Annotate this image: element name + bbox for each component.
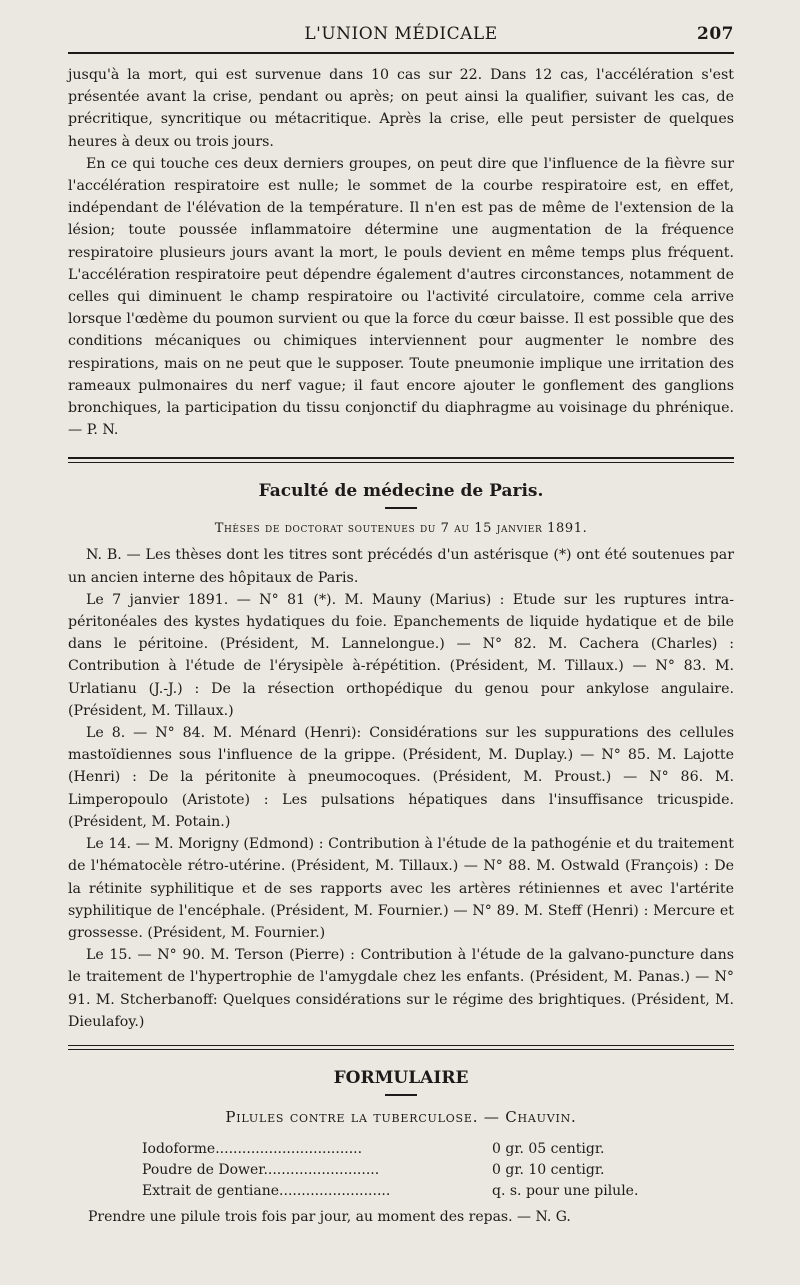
section-divider [68, 1045, 734, 1050]
recipe-ingredients [142, 1136, 638, 1199]
ingredient-dose: 0 gr. 10 centigr. [492, 1161, 605, 1178]
ingredient-dose: 0 gr. 05 centigr. [492, 1140, 605, 1157]
recipe-title: Pilules contre la tuberculose. — Chauvin. [225, 1107, 577, 1126]
title-underline [385, 507, 417, 509]
faculty-title: Faculté de médecine de Paris. [258, 481, 544, 502]
article-paragraph: jusqu'à la mort, qui est survenue dans 10 cas sur 22. Dans 12 cas, l'accélération s'est présentée avant la crise, pendant ou après; on peut ainsi la qualifier, suivant les cas, de précritique, syncritique ou métacritique. Après la crise, elle peut persister de quelques heures à deux ou trois jours. [68, 67, 734, 150]
ingredient-name: Extrait de gentiane......................... [142, 1182, 391, 1199]
ingredient-row [142, 1178, 638, 1199]
formulaire-title: FORMULAIRE [333, 1067, 469, 1088]
theses-entry: Le 15. — N° 90. M. Terson (Pierre) : Contribution à l'étude de la galvano-puncture dans le traitement de l'hypertrophie de l'amygdale chez les enfants. (Président, M. Panas.) — N° 91. M. Stcherbanoff: Quelques considérations sur le régime des brightiques. (Président, M. Dieulafoy.) [68, 947, 734, 1030]
theses-entry: Le 7 janvier 1891. — N° 81 (*). M. Mauny (Marius) : Etude sur les ruptures intra-péritonéales des kystes hydatiques du foie. Epanchements de liquide hydatique et de bile dans le péritoine. (Président, M. Lannelongue.) — N° 82. M. Cachera (Charles) : Contribution à l'étude de l'érysipèle à-répétition. (Président, M. Tillaux.) — N° 83. M. Urlatianu (J.-J.) : De la résection orthopédique du genou pour ankylose angulaire. (Président, M. Tillaux.) [68, 591, 734, 719]
recipe-instruction: Prendre une pilule trois fois par jour, au moment des repas. — N. G. [88, 1208, 571, 1225]
section-divider [68, 457, 734, 463]
theses-subtitle: Thèses de doctorat soutenues du 7 au 15 janvier 1891. [214, 521, 588, 537]
ingredient-name: Poudre de Dower.......................... [142, 1161, 380, 1178]
ingredient-name: Iodoforme................................. [142, 1140, 363, 1157]
page-number: 207 [697, 24, 734, 44]
article-paragraph: En ce qui touche ces deux derniers groupes, on peut dire que l'influence de la fièvre sur l'accélération respiratoire est nulle; le sommet de la courbe respiratoire est, en effet, indépendant de l'élévation de la température. Il n'en est pas de même de l'extension de la lésion; toute poussée inflammatoire détermine une augmentation de la fréquence respiratoire plusieurs jours avant la mort, le pouls devient en même temps plus fréquent. L'accélération respiratoire peut dépendre également d'autres circonstances, notamment de celles qui diminuent le champ respiratoire ou l'activité circulatoire, comme cela arrive lorsque l'œdème du poumon survient ou que la force du cœur baisse. Il est possible que des conditions mécaniques ou chimiques interviennent pour augmenter le nombre des respirations, mais on ne peut que le supposer. Toute pneumonie implique une irritation des rameaux pulmonaires du nerf vague; il faut encore ajouter le gonflement des ganglions bronchiques, la participation du tissu conjonctif du diaphragme au voisinage du phrénique. — P. N. [68, 155, 734, 439]
ingredient-row [142, 1157, 638, 1178]
running-head [68, 22, 734, 48]
journal-title: L'UNION MÉDICALE [304, 24, 498, 44]
theses-entry: Le 14. — M. Morigny (Edmond) : Contribution à l'étude de la pathogénie et du traitement de l'hématocèle rétro-utérine. (Président, M. Tillaux.) — N° 88. M. Ostwald (François) : De la rétinite syphilitique et de ses rapports avec les artères rétiniennes et avec l'artérite syphilitique de l'encéphale. (Président, M. Fournier.) — N° 89. M. Steff (Henri) : Mercure et grossesse. (Président, M. Fournier.) [68, 836, 734, 941]
title-underline [385, 1094, 417, 1096]
theses-entry: Le 8. — N° 84. M. Ménard (Henri): Considérations sur les suppurations des cellules mastoïdiennes sous l'influence de la grippe. (Président, M. Duplay.) — N° 85. M. Lajotte (Henri) : De la péritonite à pneumocoques. (Président, M. Proust.) — N° 86. M. Limperopoulo (Aristote) : Les pulsations hépatiques dans l'insuffisance tricuspide. (Président, M. Potain.) [68, 725, 734, 830]
ingredient-dose: q. s. pour une pilule. [492, 1182, 639, 1199]
ingredient-row [142, 1136, 638, 1157]
header-rule [68, 52, 734, 54]
theses-note: N. B. — Les thèses dont les titres sont précédés d'un astérisque (*) ont été soutenues par un ancien interne des hôpitaux de Paris. [68, 547, 734, 586]
